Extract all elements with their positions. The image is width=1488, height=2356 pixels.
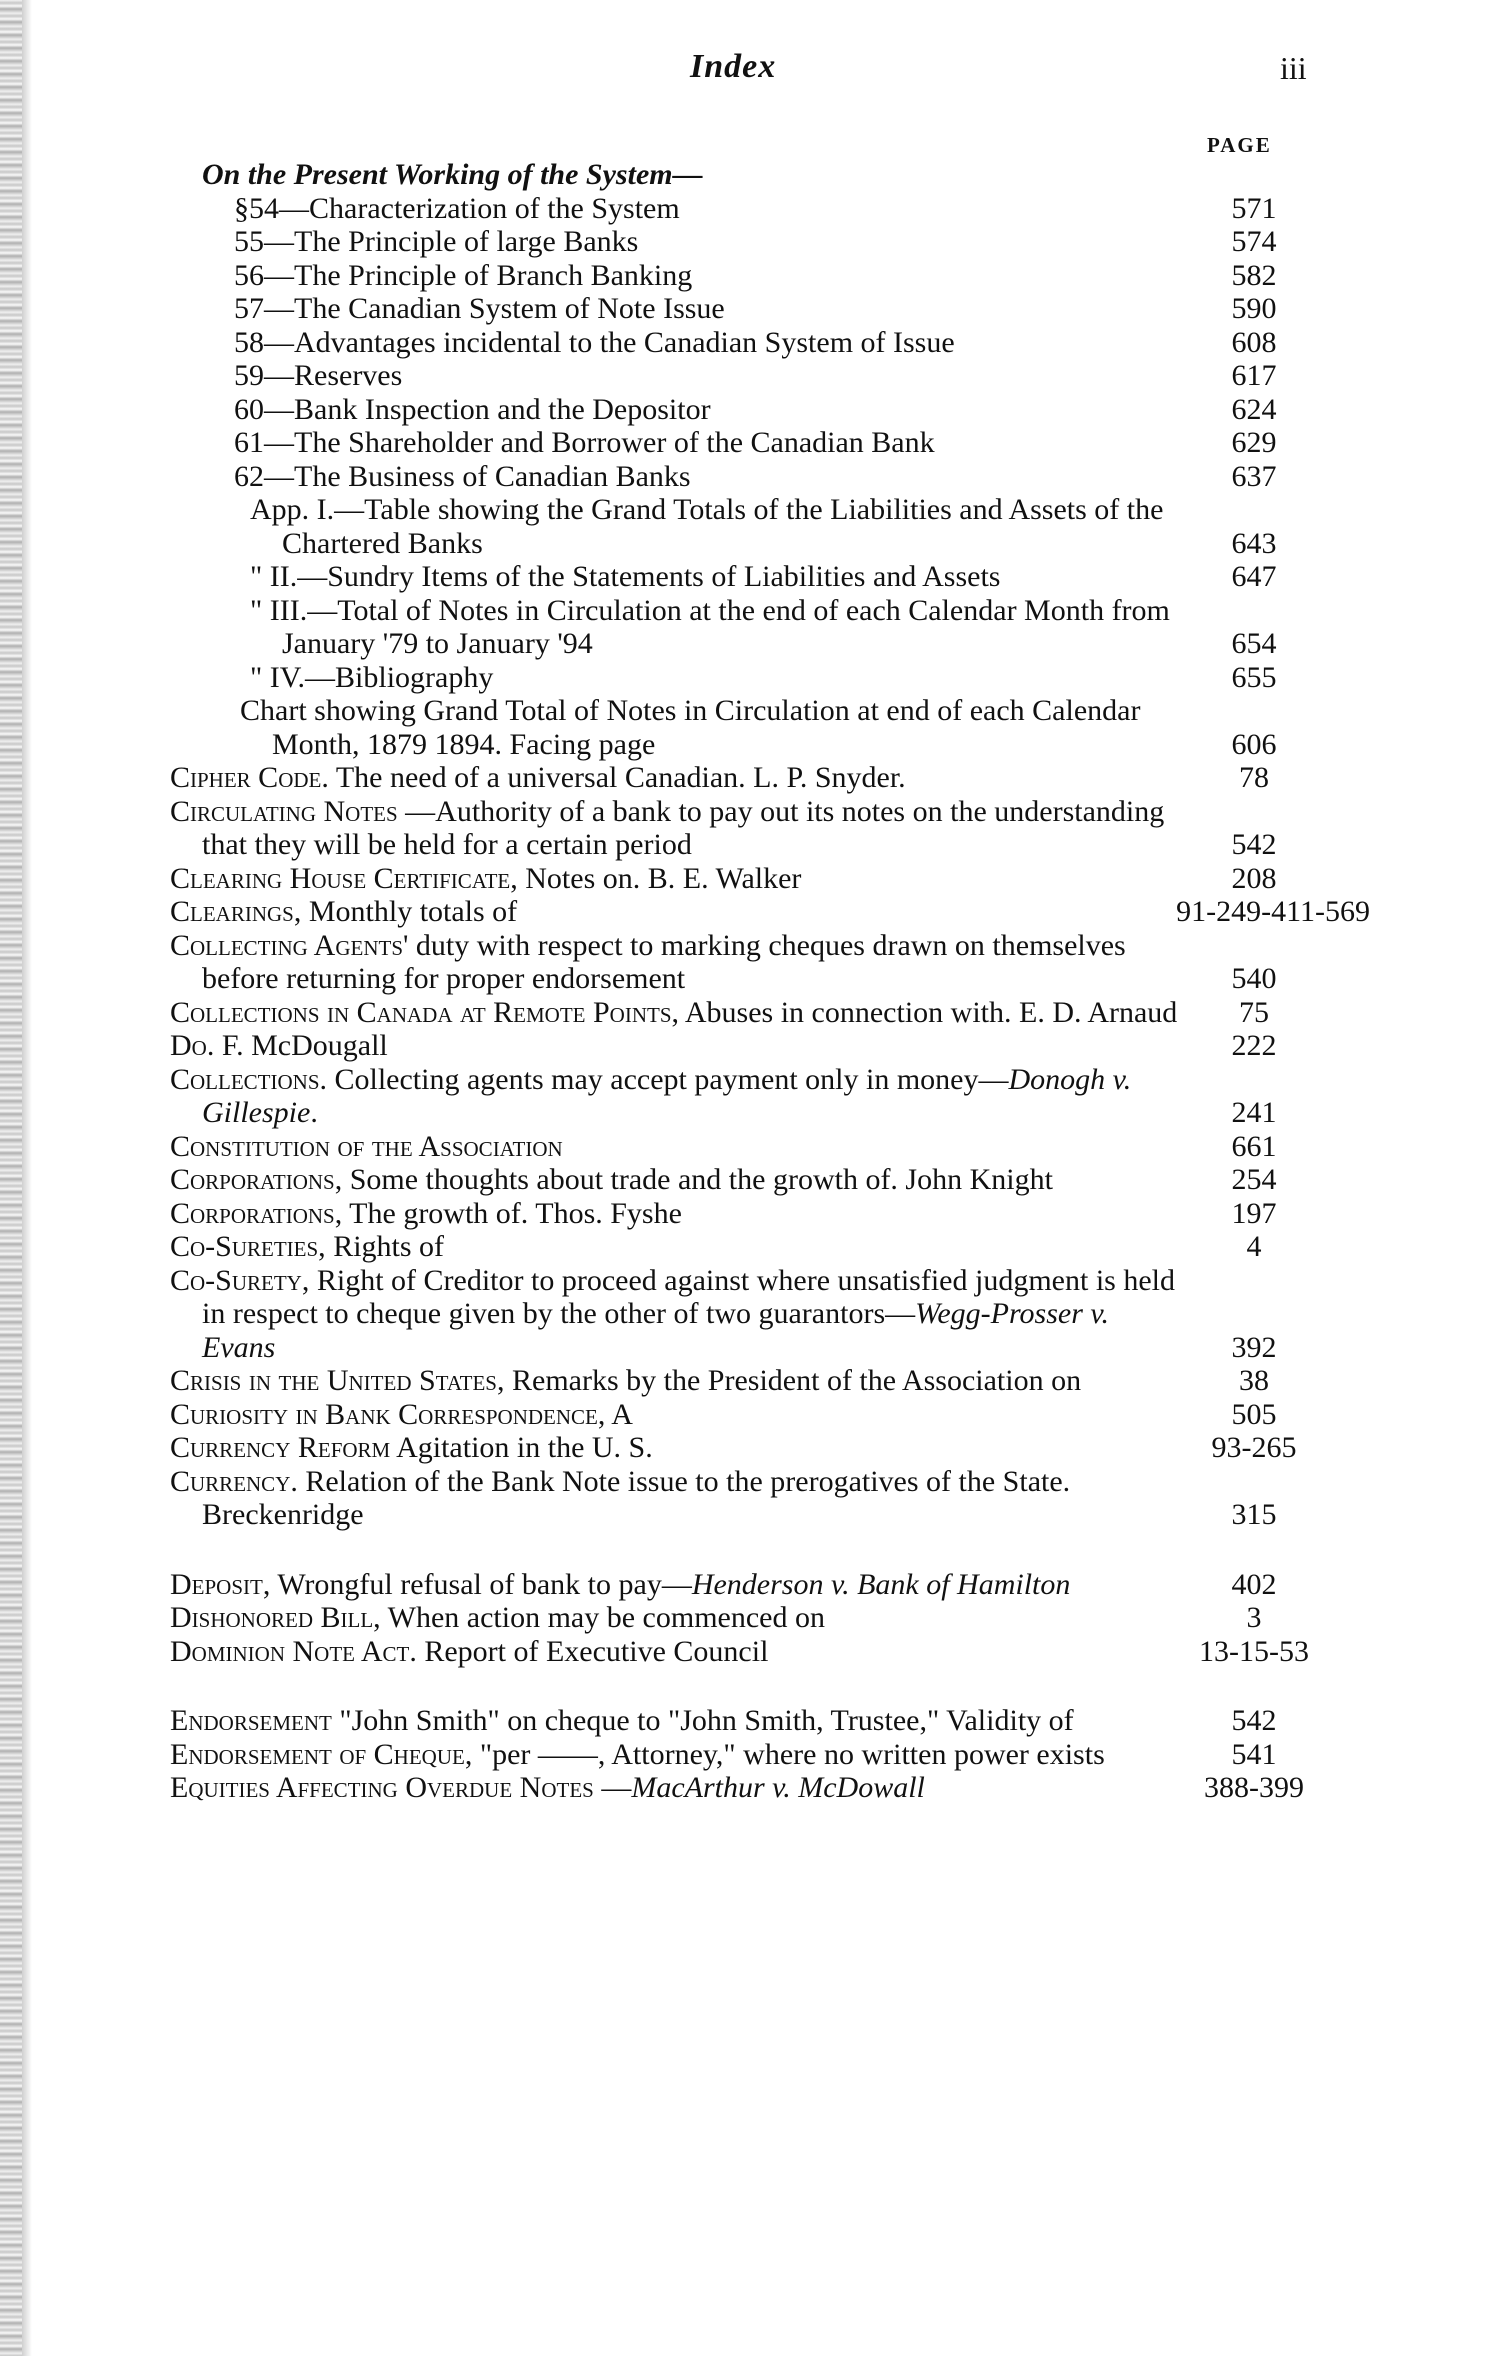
page-column-heading: PAGE <box>1207 133 1272 157</box>
index-entry-body: Notes on. B. E. Walker <box>525 861 802 895</box>
index-entry <box>170 895 1370 929</box>
section-item-text: 57—The Canadian System of Note Issue <box>234 292 725 325</box>
index-entry-body: Rights of <box>333 1230 445 1263</box>
index-entry-text <box>170 794 1330 862</box>
index-entry <box>170 1163 1330 1197</box>
index-entry <box>170 1431 1330 1465</box>
entries-e <box>170 1704 1330 1805</box>
index-entry-page: 3 <box>1246 1601 1262 1634</box>
index-entry-body: "John Smith" on cheque to "John Smith, Trustee," Validity of <box>339 1704 1074 1737</box>
index-entry-head: Equities Affecting Overdue Notes <box>170 1771 594 1804</box>
section-item <box>234 326 1330 360</box>
page-binding-shadow <box>22 0 32 2356</box>
index-entry-body: Report of Executive Council <box>424 1634 769 1668</box>
index-entry-body: F. McDougall <box>221 1029 388 1062</box>
section-item-text: §54—Characterization of the System <box>234 191 680 225</box>
section-item-page: 617 <box>1231 359 1277 392</box>
index-entry-text <box>170 1062 1330 1130</box>
index-entry-page: 78 <box>1239 761 1269 794</box>
index-entry-page: 197 <box>1231 1196 1277 1230</box>
section-title: On the Present Working of the System— <box>202 158 703 191</box>
section-item-page: 624 <box>1231 392 1277 426</box>
index-entry-text <box>170 1397 1330 1432</box>
case-citation: MacArthur v. McDowall <box>631 1771 925 1804</box>
index-entry <box>170 795 1330 862</box>
index-entry-head: Endorsement <box>170 1704 332 1737</box>
section-item <box>234 359 1330 393</box>
index-entry <box>170 1063 1330 1130</box>
section-item <box>250 661 1330 695</box>
index-entry-body: The need of a universal Canadian. L. P. Snyder. <box>335 761 906 794</box>
index-entry-text <box>170 1737 1330 1772</box>
case-citation: Donogh v. Gillespie <box>202 1062 1132 1129</box>
index-entry-text <box>170 995 1330 1030</box>
index-entry-page: 254 <box>1231 1163 1277 1196</box>
index-entry-tail: . <box>310 1096 318 1129</box>
index-entry-body: The growth of. Thos. Fyshe <box>349 1196 682 1230</box>
index-entry-page: 542 <box>1231 828 1277 861</box>
index-entry-body: duty with respect to marking cheques drawn on themselves before returning for proper endorsement <box>202 928 1126 995</box>
index-entry <box>170 929 1330 996</box>
section-item <box>234 460 1330 494</box>
index-entry <box>170 1635 1330 1669</box>
index-entry <box>170 1230 1330 1264</box>
entries-d <box>170 1568 1330 1669</box>
index-entry-text <box>170 1634 1330 1669</box>
section-item-page: 590 <box>1231 292 1277 325</box>
index-entry-text <box>170 1431 1330 1465</box>
letter-gap <box>170 1532 1330 1568</box>
letter-gap <box>170 1668 1330 1704</box>
section-item-page: 654 <box>1231 627 1277 660</box>
index-entry-page: 315 <box>1231 1498 1277 1531</box>
index-entry-page: 75 <box>1239 995 1269 1029</box>
index-entry-text <box>170 895 1330 929</box>
index-entry-page: 402 <box>1231 1567 1277 1601</box>
section-item <box>234 426 1330 460</box>
index-entry-body: — <box>601 1771 632 1804</box>
index-entry-head: Collections in Canada at Remote Points, <box>170 995 680 1029</box>
index-entry-head: Dishonored Bill, <box>170 1601 381 1634</box>
section-item-text: App. I.—Table showing the Grand Totals of the Liabilities and Assets of the Chartered Banks <box>250 493 1164 560</box>
page-header <box>0 48 1488 98</box>
index-entry-head: Collections. <box>170 1062 327 1096</box>
index-entry-text <box>170 1567 1330 1602</box>
index-entry-page: 13-15-53 <box>1199 1634 1309 1668</box>
section-item-page: 582 <box>1231 258 1277 292</box>
index-entry-text <box>170 1129 1330 1164</box>
index-entry <box>170 1601 1330 1635</box>
section-item-page: 574 <box>1231 225 1277 258</box>
index-entry-head: Crisis in the United States, <box>170 1364 505 1397</box>
section-item-page: 643 <box>1231 526 1277 560</box>
section-item <box>240 694 1330 761</box>
index-entry-page: 542 <box>1231 1704 1277 1737</box>
index-entry-body: "per ——, Attorney," where no written power exists <box>479 1737 1105 1771</box>
index-entry <box>170 1130 1330 1164</box>
index-entry-body: Right of Creditor to proceed against where unsatisfied judgment is held in respect to cheque given by the other of two guarantors— <box>202 1263 1175 1330</box>
index-entry <box>170 1029 1330 1063</box>
index-entry-head: Circulating Notes <box>170 794 398 828</box>
index-entry-page: 540 <box>1231 962 1277 995</box>
index-entry-head: Collecting Agents' <box>170 928 409 962</box>
section-item-page: 647 <box>1231 560 1277 593</box>
index-entry-head: Constitution of the Association <box>170 1129 563 1163</box>
page-binding-edge <box>0 0 22 2356</box>
page-number: iii <box>1280 50 1307 86</box>
index-entry-body: Some thoughts about trade and the growth of. John Knight <box>349 1163 1053 1196</box>
index-entry <box>170 862 1330 896</box>
index-entry-page: 222 <box>1231 1029 1277 1062</box>
index-entry <box>170 996 1330 1030</box>
section-item <box>234 259 1330 293</box>
index-entry <box>170 1398 1330 1432</box>
index-entry-text <box>170 1364 1330 1398</box>
index-entry-text <box>170 1464 1330 1532</box>
index-entry-page: 505 <box>1231 1397 1277 1431</box>
case-citation: Henderson v. Bank of Hamilton <box>691 1567 1071 1601</box>
index-entry-head: Currency Reform <box>170 1431 391 1464</box>
index-entry-text <box>170 928 1330 996</box>
index-entry-text <box>170 1601 1330 1635</box>
index-entry-head: Endorsement of Cheque, <box>170 1737 473 1771</box>
index-entry-body: Remarks by the President of the Association on <box>512 1364 1082 1397</box>
section-item <box>234 225 1330 259</box>
section-item-page: 637 <box>1231 459 1277 493</box>
index-entry-text <box>170 1196 1330 1231</box>
section-item-text: " II.—Sundry Items of the Statements of Liabilities and Assets <box>250 560 1001 593</box>
section-item-page: 606 <box>1231 727 1277 761</box>
index-entry-body: Relation of the Bank Note issue to the prerogatives of the State. Breckenridge <box>202 1464 1071 1531</box>
index-entry-page: 541 <box>1231 1737 1277 1771</box>
index-entry-body: Monthly totals of <box>308 895 518 928</box>
section-item <box>234 192 1330 226</box>
section-item-text: 58—Advantages incidental to the Canadian System of Issue <box>234 325 955 359</box>
section-item-page: 655 <box>1231 660 1277 694</box>
section-items <box>170 192 1330 762</box>
index-entry <box>170 1197 1330 1231</box>
index-entry-head: Corporations, <box>170 1163 343 1196</box>
section-item-text: " III.—Total of Notes in Circulation at the end of each Calendar Month from January '79 to January '94 <box>250 593 1170 660</box>
index-entry <box>170 1738 1330 1772</box>
section-item-text: 62—The Business of Canadian Banks <box>234 459 691 493</box>
index-entry <box>170 1465 1330 1532</box>
index-entry-head: Cipher Code. <box>170 761 329 794</box>
case-citation: Wegg-Prosser v. Evans <box>202 1297 1109 1364</box>
section-item-page: 629 <box>1231 426 1277 459</box>
index-entry-body: —Authority of a bank to pay out its notes on the understanding that they will be held for a certain period <box>202 794 1165 861</box>
section-item-text: 61—The Shareholder and Borrower of the Canadian Bank <box>234 426 935 459</box>
index-entry-text <box>170 1704 1330 1738</box>
index-list <box>170 158 1370 1805</box>
index-entry-text <box>170 1263 1330 1365</box>
index-entry-head: Corporations, <box>170 1196 343 1230</box>
index-entry-text <box>170 1771 1330 1805</box>
index-entry-body: Abuses in connection with. E. D. Arnaud <box>684 995 1178 1029</box>
index-entry-text <box>170 1230 1330 1264</box>
section-item-text: 56—The Principle of Branch Banking <box>234 258 693 292</box>
index-entry-body: Wrongful refusal of bank to pay— <box>277 1567 692 1601</box>
section-item-page: 571 <box>1231 191 1277 225</box>
index-entry-head: Currency. <box>170 1464 298 1498</box>
index-entry <box>170 1364 1330 1398</box>
section-item-text: 59—Reserves <box>234 359 403 392</box>
index-entry-page: 661 <box>1231 1129 1277 1163</box>
section-item-page: 608 <box>1231 325 1277 359</box>
running-title: Index <box>690 48 777 85</box>
index-entry-text <box>170 761 1330 795</box>
section-item <box>250 560 1330 594</box>
index-entry-head: Co-Surety, <box>170 1263 310 1297</box>
index-entry-page: 388-399 <box>1204 1771 1304 1804</box>
index-entry-head: Clearing House Certificate, <box>170 861 518 895</box>
index-entry-text <box>170 1163 1330 1197</box>
index-entry-page: 392 <box>1231 1330 1277 1364</box>
index-entry <box>170 1704 1330 1738</box>
index-entry-head: Clearings, <box>170 895 302 928</box>
section-item <box>250 594 1330 661</box>
section-item <box>234 393 1330 427</box>
index-entry-text <box>170 861 1330 896</box>
section-item <box>250 493 1330 560</box>
index-entry-head: Dominion Note Act. <box>170 1634 417 1668</box>
index-entry-page: 208 <box>1231 861 1277 895</box>
index-entry <box>170 1264 1330 1365</box>
index-entry-body: Collecting agents may accept payment only in money— <box>334 1062 1009 1096</box>
section-item-text: 60—Bank Inspection and the Depositor <box>234 392 711 426</box>
index-entry-page: 93-265 <box>1211 1431 1297 1464</box>
index-entry-head: Curiosity in Bank Correspondence, A <box>170 1397 633 1431</box>
section-item-text: 55—The Principle of large Banks <box>234 225 639 258</box>
section-item-text: " IV.—Bibliography <box>250 660 494 694</box>
index-entry <box>170 761 1330 795</box>
entries-c <box>170 761 1370 1532</box>
index-entry-page: 4 <box>1246 1230 1262 1263</box>
index-entry-head: Do. <box>170 1029 215 1062</box>
index-entry-head: Co-Sureties, <box>170 1230 326 1263</box>
index-entry-head: Deposit, <box>170 1567 271 1601</box>
index-entry <box>170 1771 1330 1805</box>
index-entry-body: Agitation in the U. S. <box>396 1431 653 1464</box>
index-entry <box>170 1568 1330 1602</box>
index-entry-text <box>170 1029 1330 1063</box>
section-item <box>234 292 1330 326</box>
index-entry-page: 91-249-411-569 <box>1176 895 1370 928</box>
index-entry-page: 38 <box>1239 1364 1269 1397</box>
section-item-text: Chart showing Grand Total of Notes in Circulation at end of each Calendar Month, 1879 1894. Facing page <box>240 694 1141 761</box>
index-entry-page: 241 <box>1231 1096 1277 1129</box>
index-entry-body: When action may be commenced on <box>387 1601 825 1634</box>
